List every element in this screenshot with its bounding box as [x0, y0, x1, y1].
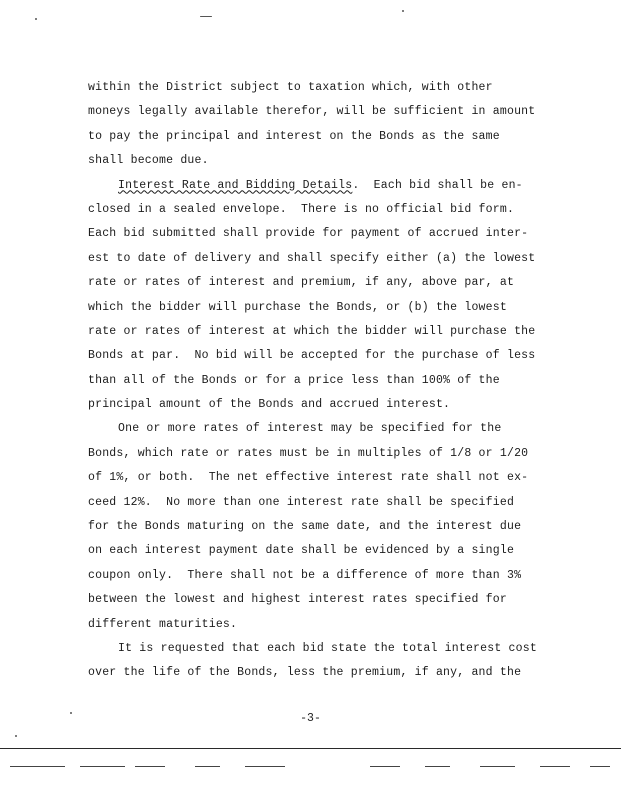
text-line: than all of the Bonds or for a price less than 100% of the [88, 373, 500, 387]
text-line: coupon only. There shall not be a difference of more than 3% [88, 568, 522, 582]
text-line: shall become due. [88, 154, 209, 168]
footer-rule [0, 748, 621, 749]
section-heading-line [88, 174, 558, 198]
text-line: Each bid submitted shall provide for payment of accrued inter- [88, 227, 529, 241]
section-heading-suffix: . Each bid shall be en- [352, 178, 523, 192]
scan-speck [200, 16, 212, 17]
text-line: One or more rates of interest may be specified for the [118, 422, 502, 436]
footer-scan-marks [0, 758, 621, 770]
text-line: on each interest payment date shall be evidenced by a single [88, 544, 515, 558]
text-line: est to date of delivery and shall specify either (a) the lowest [88, 251, 536, 265]
body-text [88, 76, 558, 686]
scan-speck [402, 10, 404, 12]
text-line: within the District subject to taxation which, with other [88, 81, 493, 94]
text-line: which the bidder will purchase the Bonds, or (b) the lowest [88, 300, 507, 314]
text-line: of 1%, or both. The net effective interest rate shall not ex- [88, 471, 529, 485]
page-number: -3- [300, 712, 321, 725]
text-line: different maturities. [88, 617, 238, 631]
text-line: between the lowest and highest interest rates specified for [88, 593, 507, 607]
text-line: It is requested that each bid state the total interest cost [118, 641, 537, 655]
text-line: ceed 12%. No more than one interest rate shall be specified [88, 495, 515, 509]
text-line: to pay the principal and interest on the Bonds as the same [88, 129, 500, 143]
text-line: over the life of the Bonds, less the premium, if any, and the [88, 666, 522, 680]
text-line: principal amount of the Bonds and accrued interest. [88, 398, 451, 412]
text-line: Bonds, which rate or rates must be in multiples of 1/8 or 1/20 [88, 446, 529, 460]
text-line: moneys legally available therefor, will be sufficient in amount [88, 105, 536, 119]
scan-speck [15, 735, 17, 737]
text-line: rate or rates of interest and premium, if any, above par, at [88, 276, 515, 290]
text-line: Bonds at par. No bid will be accepted for the purchase of less [88, 349, 536, 363]
section-heading: Interest Rate and Bidding Details [118, 178, 353, 192]
text-line: closed in a sealed envelope. There is no official bid form. [88, 202, 515, 216]
text-line: rate or rates of interest at which the bidder will purchase the [88, 324, 536, 338]
text-line: for the Bonds maturing on the same date, and the interest due [88, 520, 522, 534]
scan-speck [35, 18, 37, 20]
